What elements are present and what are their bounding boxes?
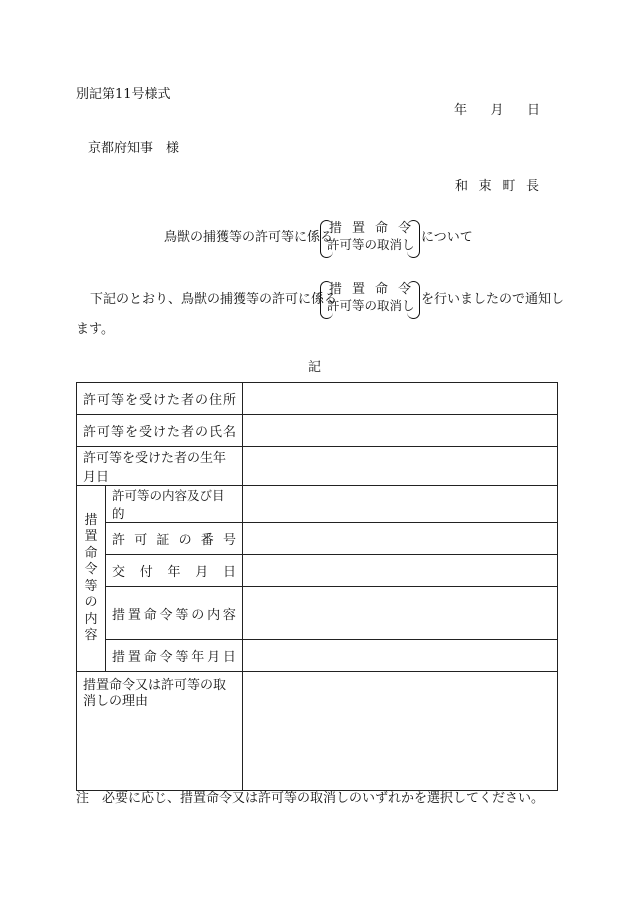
- row-label-address: [77, 383, 243, 415]
- footnote: 注 必要に応じ、措置命令又は許可等の取消しのいずれかを選択してください。: [76, 791, 545, 806]
- label-char: 受: [139, 425, 153, 440]
- label-char: た: [167, 393, 181, 408]
- row-label-reason: 措置命令又は許可等の取消しの理由: [77, 672, 243, 791]
- table-row: [77, 415, 558, 447]
- label-char: 令: [159, 607, 173, 623]
- sender-char: 町: [502, 179, 516, 194]
- label-char: 容: [222, 607, 236, 623]
- body-option-1-char: 置: [351, 282, 365, 297]
- name-value-field[interactable]: [243, 415, 558, 447]
- label-char: 者: [181, 393, 195, 408]
- label-char: 等: [111, 393, 125, 408]
- label-char: の: [191, 607, 205, 623]
- subject-bracket-right: [407, 220, 420, 258]
- label-text: 許可等の内容及び目的: [112, 488, 225, 521]
- table-row: [77, 587, 558, 640]
- addressee-line: [88, 142, 179, 155]
- body-option-1: [329, 283, 411, 296]
- label-char: 措: [112, 650, 126, 665]
- permit-number-value-field[interactable]: [243, 523, 558, 555]
- sender-char: 和: [455, 179, 469, 194]
- sender: [455, 180, 539, 193]
- label-char: 命: [84, 545, 98, 561]
- label-char: 許: [112, 533, 126, 548]
- label-char: 住: [209, 393, 223, 408]
- birthdate-value-field[interactable]: [243, 447, 558, 486]
- label-char: 付: [139, 565, 153, 580]
- body-prefix: 下記のとおり、鳥獣の捕獲等の許可に係る: [90, 292, 338, 307]
- subject-option-1-char: 置: [351, 221, 365, 236]
- table-row: [77, 447, 558, 486]
- label-char: 証: [156, 533, 170, 548]
- label-char: の: [195, 425, 209, 440]
- label-char: 年: [167, 565, 181, 580]
- label-char: 置: [127, 650, 141, 665]
- label-char: 番: [200, 533, 214, 548]
- label-char: を: [125, 393, 139, 408]
- date-month: 月: [490, 103, 504, 118]
- date-line: [454, 104, 540, 117]
- table-row: [77, 486, 558, 523]
- row-label-measure-content: [106, 587, 243, 640]
- sender-char: 束: [478, 179, 492, 194]
- address-value-field[interactable]: [243, 383, 558, 415]
- label-char: け: [153, 393, 167, 408]
- body-option-1-char: 令: [397, 282, 411, 297]
- label-char: 許: [83, 425, 97, 440]
- row-label-issue-date: [106, 555, 243, 587]
- label-char: 月: [207, 650, 221, 665]
- measure-content-value-field[interactable]: [243, 587, 558, 640]
- label-char: 許: [83, 393, 97, 408]
- row-label-measure-date: [106, 640, 243, 672]
- label-char: 日: [222, 650, 236, 665]
- label-char: 年: [191, 650, 205, 665]
- table-row: [77, 555, 558, 587]
- subject-option-1-char: 令: [397, 221, 411, 236]
- label-char: 等: [111, 425, 125, 440]
- label-char: 内: [84, 611, 98, 627]
- row-label-birthdate: [77, 447, 243, 486]
- label-char: 可: [134, 533, 148, 548]
- label-char: た: [167, 425, 181, 440]
- label-char: の: [178, 533, 192, 548]
- issue-date-value-field[interactable]: [243, 555, 558, 587]
- label-char: 令: [159, 650, 173, 665]
- body-option-2: 許可等の取消し: [327, 298, 415, 313]
- measure-date-value-field[interactable]: [243, 640, 558, 672]
- label-char: 措: [112, 607, 126, 623]
- body-option-1-char: 措: [329, 282, 343, 297]
- label-char: 容: [84, 628, 98, 643]
- ki-heading: 記: [308, 360, 322, 375]
- table-row: [77, 383, 558, 415]
- label-char: 日: [223, 565, 237, 580]
- subject-option-1-char: 措: [329, 221, 343, 236]
- label-char: 受: [139, 393, 153, 408]
- date-year: 年: [454, 103, 468, 118]
- label-char: 内: [207, 607, 221, 623]
- label-char: 者: [181, 425, 195, 440]
- subject-prefix: 鳥獣の捕獲等の許可等に係る: [164, 230, 334, 245]
- label-char: 置: [84, 529, 98, 544]
- label-char: 所: [223, 393, 237, 408]
- label-char: 可: [97, 425, 111, 440]
- label-char: け: [153, 425, 167, 440]
- label-char: 令: [84, 562, 98, 577]
- subject-option-2: 許可等の取消し: [327, 237, 415, 252]
- label-char: 可: [97, 393, 111, 408]
- label-text: 許可等を受けた者の生年月日: [83, 451, 227, 485]
- label-char: 名: [223, 425, 237, 440]
- body-line-2: ます。: [76, 322, 114, 337]
- table-row: [77, 640, 558, 672]
- label-char: を: [125, 425, 139, 440]
- form-table: [76, 382, 558, 791]
- table-row: [77, 672, 558, 791]
- label-char: の: [84, 595, 98, 610]
- label-char: 等: [175, 607, 189, 623]
- row-label-name: [77, 415, 243, 447]
- body-suffix: を行いましたので通知し: [421, 292, 565, 307]
- row-label-permit-number: [106, 523, 243, 555]
- subject-option-1-char: 命: [374, 221, 388, 236]
- group-label-measures: [77, 486, 106, 672]
- row-label-permit-content: [106, 486, 243, 523]
- label-char: 措: [84, 512, 98, 528]
- label-char: 等: [84, 578, 98, 594]
- label-char: の: [195, 393, 209, 408]
- label-char: 置: [127, 607, 141, 623]
- label-char: 氏: [209, 425, 223, 440]
- body-option-1-char: 命: [374, 282, 388, 297]
- addressee-honorific: 様: [166, 141, 180, 156]
- label-char: 命: [143, 650, 157, 665]
- addressee: 京都府知事: [88, 141, 154, 156]
- table-row: [77, 523, 558, 555]
- label-char: 号: [222, 533, 236, 548]
- label-char: 等: [175, 650, 189, 665]
- body-bracket-right: [407, 281, 420, 319]
- sender-char: 長: [525, 179, 539, 194]
- permit-content-value-field[interactable]: [243, 486, 558, 523]
- label-char: 交: [112, 565, 126, 580]
- form-number: 別記第11号様式: [76, 87, 171, 102]
- label-char: 命: [143, 607, 157, 623]
- subject-option-1: [329, 222, 411, 235]
- reason-value-field[interactable]: [243, 672, 558, 791]
- label-char: 月: [195, 565, 209, 580]
- subject-suffix: について: [421, 230, 473, 245]
- date-day: 日: [526, 103, 540, 118]
